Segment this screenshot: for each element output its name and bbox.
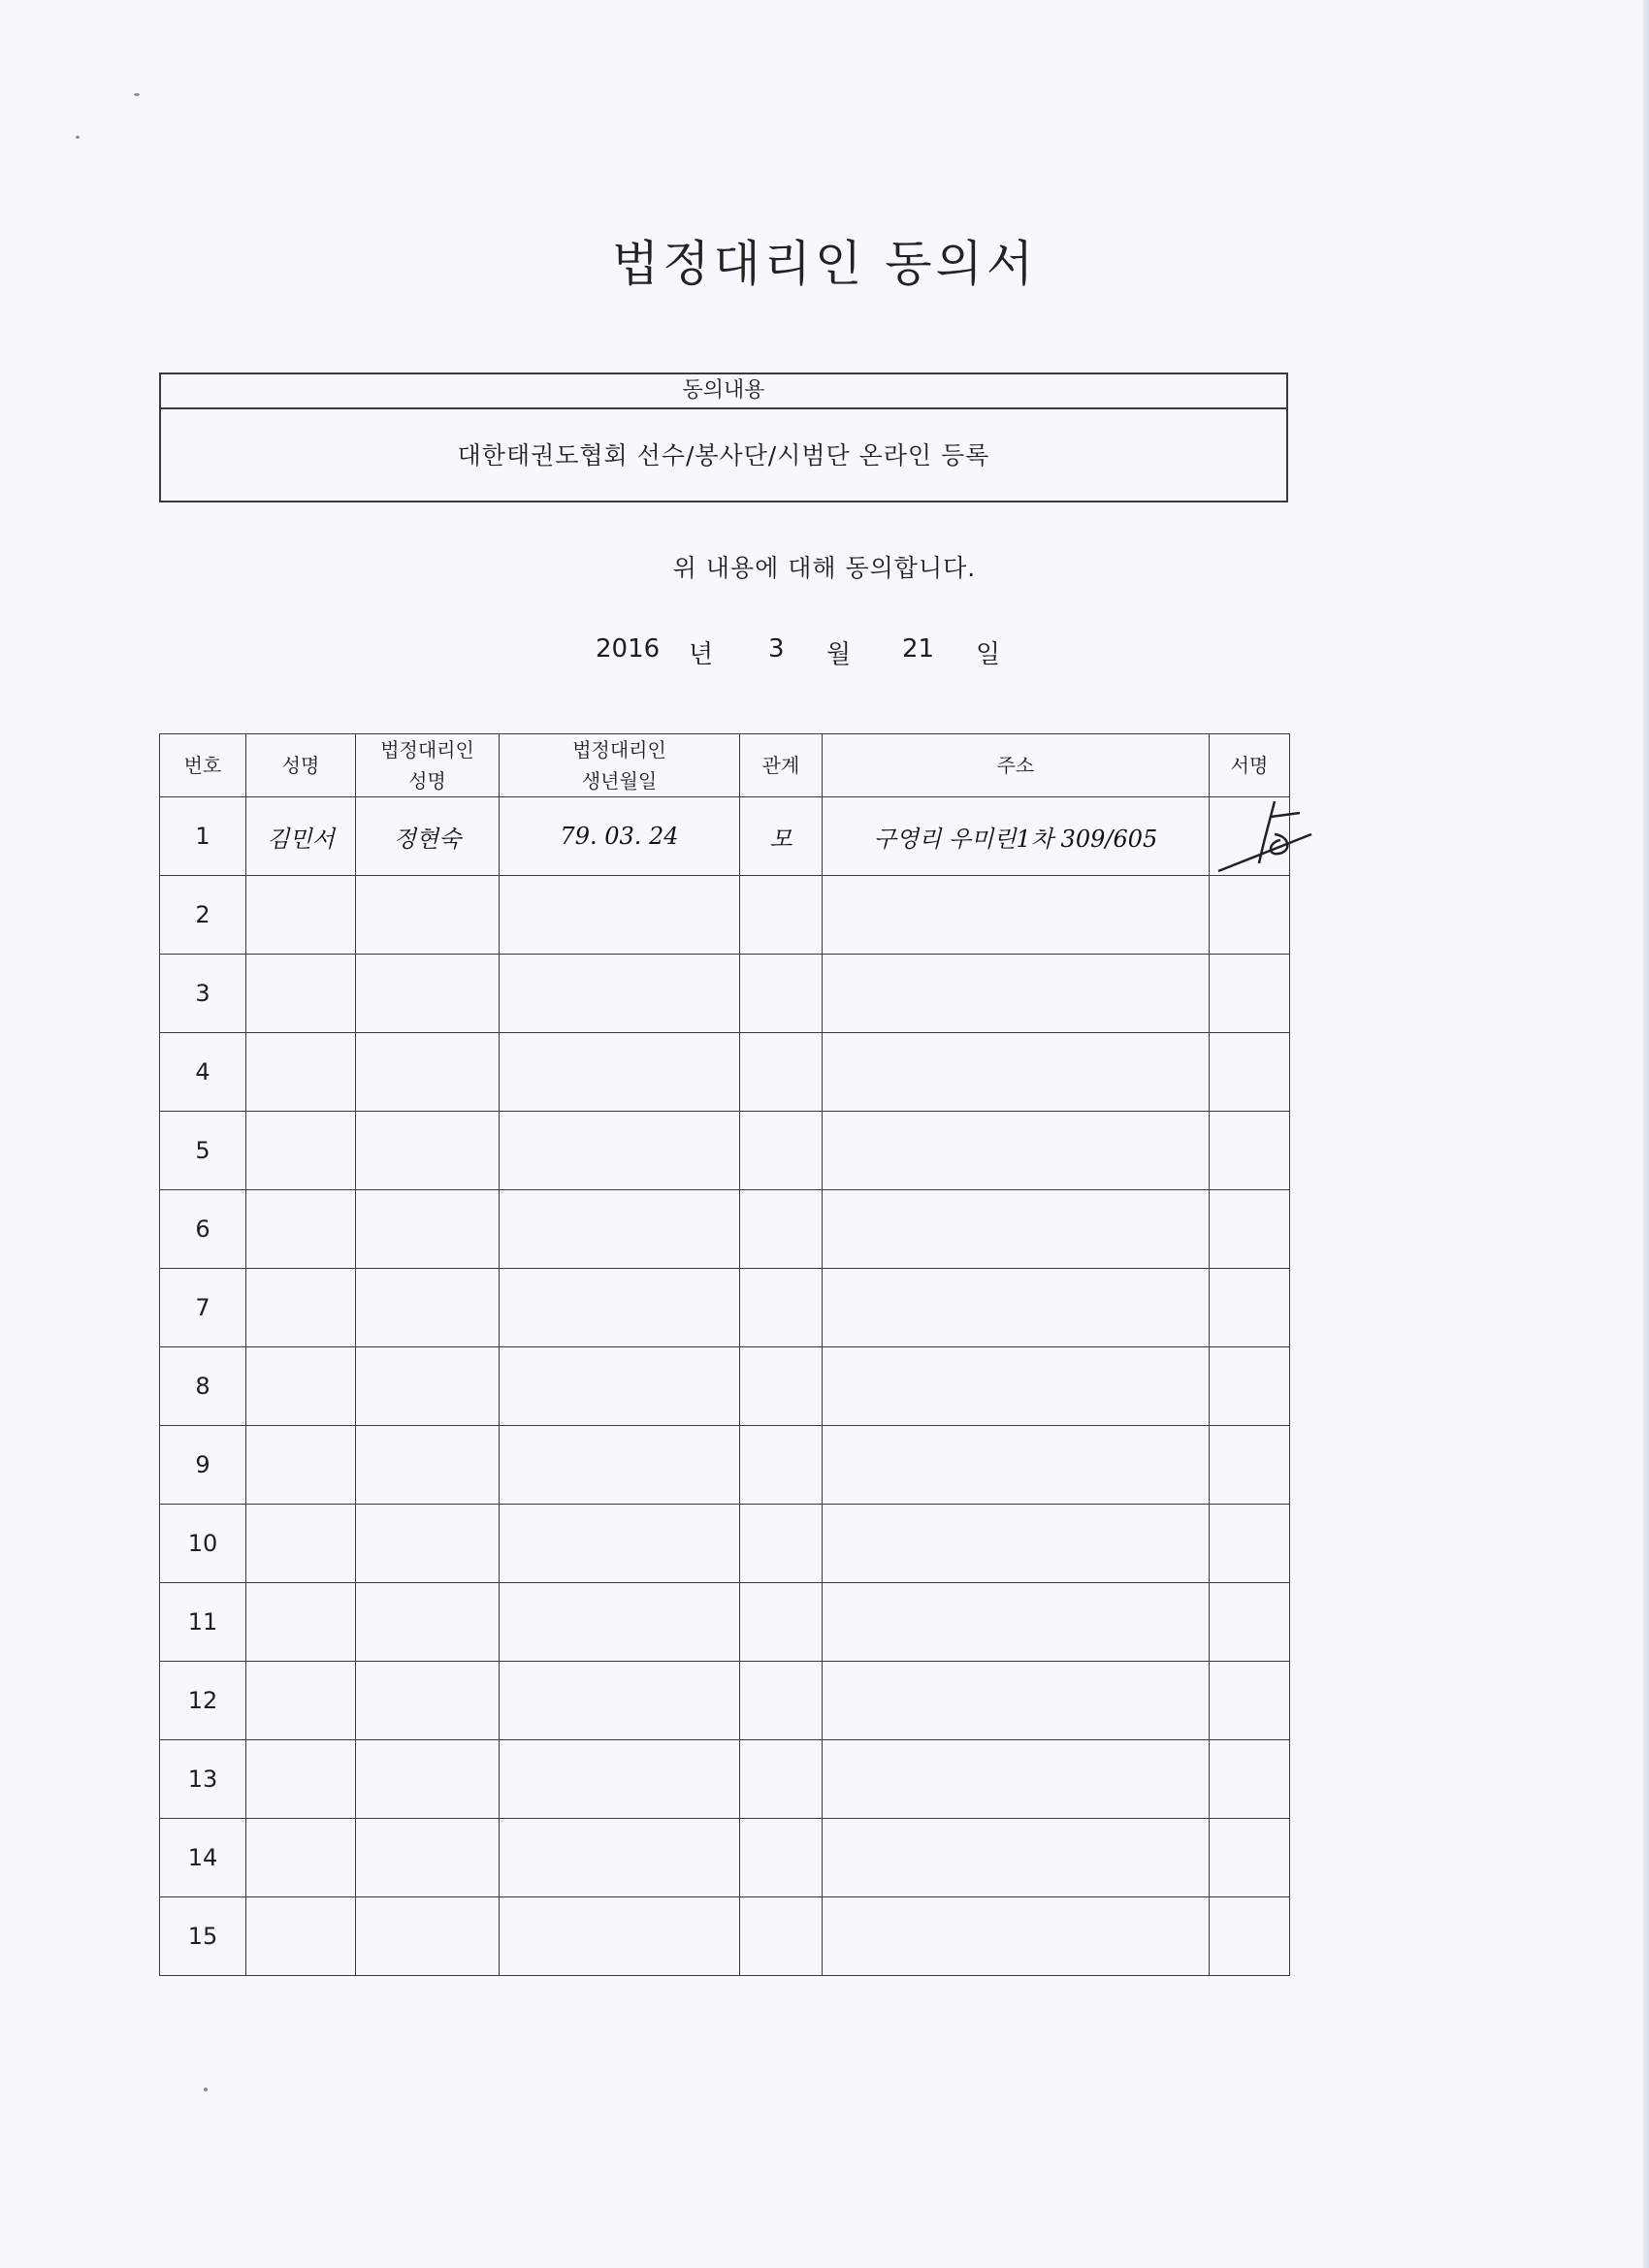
document-title: 법정대리인 동의서 [611,236,1038,292]
cell-signature [1210,1583,1290,1662]
cell-name [246,1583,356,1662]
scan-speck [134,93,140,96]
cell-name [246,1505,356,1583]
cell-signature [1210,1269,1290,1347]
date-year: 2016 [596,634,661,664]
cell-signature [1210,1819,1290,1897]
table-row [160,1583,1290,1662]
cell-guardian-birth [500,1190,740,1269]
cell-guardian-name: 정현숙 [356,797,500,876]
table-row [160,1740,1290,1819]
cell-signature [1210,876,1290,955]
cell-signature [1210,1033,1290,1112]
scan-speck [76,136,80,139]
cell-address [823,955,1210,1033]
cell-relation [740,1033,823,1112]
cell-signature [1210,1112,1290,1190]
cell-guardian-birth [500,1740,740,1819]
row-number: 4 [160,1033,246,1112]
cell-guardian-name [356,876,500,955]
header-no: 번호 [160,734,246,797]
cell-name [246,876,356,955]
agreement-statement: 위 내용에 대해 동의합니다. [672,554,977,582]
cell-address [823,876,1210,955]
row-number: 5 [160,1112,246,1190]
row-number: 3 [160,955,246,1033]
cell-address [823,1269,1210,1347]
cell-address [823,1426,1210,1505]
handwritten-signature [1214,795,1321,883]
header-guardian-name [356,734,500,797]
cell-address [823,1819,1210,1897]
cell-signature [1210,1426,1290,1505]
header-relation: 관계 [740,734,823,797]
scan-speck [204,2088,208,2091]
cell-guardian-birth [500,1112,740,1190]
cell-guardian-birth [500,1033,740,1112]
cell-relation: 모 [740,797,823,876]
cell-relation [740,876,823,955]
cell-signature [1210,1190,1290,1269]
cell-relation [740,1347,823,1426]
table-row [160,1897,1290,1976]
cell-name [246,1347,356,1426]
cell-name [246,1269,356,1347]
cell-signature [1210,955,1290,1033]
row-number: 6 [160,1190,246,1269]
cell-name [246,1819,356,1897]
cell-name [246,1426,356,1505]
row-number: 11 [160,1583,246,1662]
cell-guardian-birth [500,1347,740,1426]
consent-content: 대한태권도협회 선수/봉사단/시범단 온라인 등록 [457,441,990,470]
header-guardian-birth-line2: 생년월일 [581,769,658,793]
row-number: 1 [160,797,246,876]
cell-relation [740,1583,823,1662]
cell-name [246,1662,356,1740]
cell-relation [740,1897,823,1976]
date-day: 21 [902,634,935,664]
cell-relation [740,955,823,1033]
row-number: 9 [160,1426,246,1505]
table-row [160,1819,1290,1897]
cell-guardian-birth: 79. 03. 24 [500,797,740,876]
consent-header: 동의내용 [161,374,1286,409]
table-row [160,1426,1290,1505]
table-row [160,1033,1290,1112]
cell-relation [740,1426,823,1505]
cell-signature [1210,1897,1290,1976]
cell-signature [1210,1740,1290,1819]
cell-guardian-birth [500,955,740,1033]
cell-guardian-name [356,1819,500,1897]
cell-guardian-birth [500,1269,740,1347]
row-number: 10 [160,1505,246,1583]
cell-guardian-birth [500,1662,740,1740]
cell-guardian-name [356,955,500,1033]
cell-address [823,1347,1210,1426]
cell-address [823,1740,1210,1819]
row-number: 2 [160,876,246,955]
cell-relation [740,1662,823,1740]
registration-table [159,733,1290,1976]
cell-name [246,1740,356,1819]
row-number: 12 [160,1662,246,1740]
cell-name [246,1190,356,1269]
header-guardian-name-line1: 법정대리인 [380,738,474,761]
table-row [160,1662,1290,1740]
cell-signature [1210,1662,1290,1740]
cell-guardian-name [356,1505,500,1583]
table-row [160,955,1290,1033]
cell-guardian-name [356,1426,500,1505]
page-edge-shadow [1643,0,1649,2268]
row-number: 14 [160,1819,246,1897]
row-number: 8 [160,1347,246,1426]
row-number: 7 [160,1269,246,1347]
cell-guardian-name [356,1897,500,1976]
consent-box [159,373,1288,502]
cell-guardian-name [356,1583,500,1662]
cell-guardian-name [356,1190,500,1269]
table-row [160,1269,1290,1347]
cell-relation [740,1505,823,1583]
date-day-unit: 일 [976,640,1001,669]
cell-guardian-birth [500,1505,740,1583]
cell-guardian-birth [500,1583,740,1662]
cell-address [823,1662,1210,1740]
cell-address [823,1033,1210,1112]
cell-guardian-birth [500,1426,740,1505]
table-row [160,1190,1290,1269]
cell-address [823,1190,1210,1269]
cell-guardian-birth [500,876,740,955]
header-guardian-birth [500,734,740,797]
cell-name [246,1033,356,1112]
cell-guardian-birth [500,1819,740,1897]
cell-guardian-name [356,1269,500,1347]
cell-guardian-birth [500,1897,740,1976]
cell-address [823,1112,1210,1190]
table-row [160,876,1290,955]
cell-relation [740,1740,823,1819]
table-row [160,1347,1290,1426]
cell-relation [740,1190,823,1269]
cell-address [823,1505,1210,1583]
header-signature: 서명 [1210,734,1290,797]
table-row [160,1505,1290,1583]
cell-signature [1210,1505,1290,1583]
cell-name [246,1112,356,1190]
cell-guardian-name [356,1662,500,1740]
header-guardian-name-line2: 성명 [408,769,446,793]
table-row [160,1112,1290,1190]
row-number: 13 [160,1740,246,1819]
date-line [596,634,1081,673]
cell-address: 구영리 우미린1차 309/605 [823,797,1210,876]
cell-guardian-name [356,1740,500,1819]
header-guardian-birth-line1: 법정대리인 [572,738,666,761]
cell-relation [740,1112,823,1190]
cell-name [246,955,356,1033]
cell-relation [740,1819,823,1897]
date-month-unit: 월 [826,640,852,669]
row-number: 15 [160,1897,246,1976]
date-year-unit: 년 [689,640,714,669]
cell-guardian-name [356,1033,500,1112]
cell-address [823,1583,1210,1662]
cell-name [246,1897,356,1976]
table-row [160,797,1290,876]
header-name: 성명 [246,734,356,797]
cell-relation [740,1269,823,1347]
cell-name: 김민서 [246,797,356,876]
cell-guardian-name [356,1112,500,1190]
cell-guardian-name [356,1347,500,1426]
date-month: 3 [768,634,785,664]
header-address: 주소 [823,734,1210,797]
cell-signature [1210,1347,1290,1426]
cell-address [823,1897,1210,1976]
table-header-row [160,734,1290,797]
